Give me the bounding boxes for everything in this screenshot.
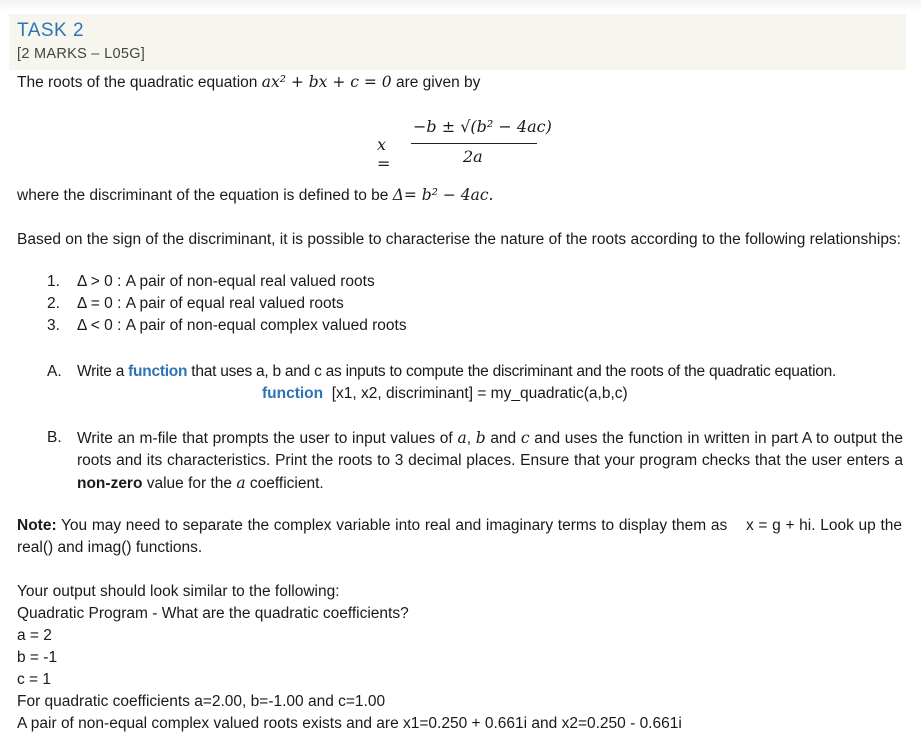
signature-text: [x1, x2, discriminant] = my_quadratic(a,b,c)	[331, 385, 628, 402]
part-b-text	[77, 427, 903, 495]
part-b-text-4: coefficient.	[245, 475, 324, 492]
formula-lhs: x =	[377, 135, 391, 173]
function-keyword: function	[128, 363, 188, 380]
var-b: b	[475, 429, 486, 447]
quadratic-equation: ax² + bx + c = 0	[261, 73, 392, 91]
list-item-text: Δ = 0 : A pair of equal real valued roots	[77, 295, 344, 312]
formula-denominator: 2a	[463, 147, 483, 166]
var-c: c	[520, 429, 530, 447]
signature-keyword: function	[262, 385, 324, 402]
task-marks: [2 MARKS – L05G]	[17, 46, 146, 62]
var-a: a	[236, 474, 246, 492]
task-title: TASK 2	[17, 20, 85, 41]
relationships-list	[47, 271, 407, 337]
intro-line	[17, 73, 480, 92]
discriminant-text: where the discriminant of the equation is defined to be	[17, 187, 393, 204]
note-paragraph	[17, 515, 907, 559]
output-line: a = 2	[17, 627, 52, 644]
output-line: b = -1	[17, 649, 58, 666]
part-a-letter: A.	[47, 363, 62, 380]
sep: ,	[466, 430, 476, 447]
discriminant-expression: Δ= b² − 4ac.	[392, 186, 494, 204]
output-line: For quadratic coefficients a=2.00, b=-1.00 and c=1.00	[17, 693, 386, 710]
list-item-text: Δ > 0 : A pair of non-equal real valued roots	[77, 273, 375, 290]
output-line: c = 1	[17, 671, 52, 688]
discriminant-line	[17, 186, 493, 205]
list-item-text: Δ < 0 : A pair of non-equal complex valued roots	[77, 317, 407, 334]
note-label: Note:	[17, 517, 57, 534]
formula-numerator: −b ± √(b² − 4ac)	[413, 117, 552, 136]
list-item	[47, 293, 407, 315]
list-item-number: 3.	[47, 317, 60, 334]
fraction-bar	[411, 143, 537, 144]
output-line: Quadratic Program - What are the quadratic coefficients?	[17, 605, 409, 622]
list-item-number: 1.	[47, 273, 60, 290]
output-line: Your output should look similar to the following:	[17, 583, 340, 600]
part-a-text-after: that uses a, b and c as inputs to compute the discriminant and the roots of the quadratic equation.	[187, 363, 837, 380]
function-signature	[262, 383, 628, 405]
intro-text-after: are given by	[391, 74, 481, 91]
var-a: a	[457, 429, 467, 447]
part-a-text	[77, 361, 907, 383]
output-line: A pair of non-equal complex valued roots exists and are x1=0.250 + 0.661i and x2=0.250 - 0.661i	[17, 715, 682, 732]
part-b-text-2: and uses the function in written in part A to output the roots and its characteristics. Print the roots to 3 decimal places. Ensure that your program checks that the user enters a	[77, 430, 903, 469]
note-text: You may need to separate the complex variable into real and imaginary terms to display them as x = g + hi. Look up the real() and imag() functions.	[17, 517, 907, 556]
list-item-number: 2.	[47, 295, 60, 312]
sep: and	[485, 430, 521, 447]
intro-text-before: The roots of the quadratic equation	[17, 74, 262, 91]
non-zero-emphasis: non-zero	[77, 475, 143, 492]
top-shadow-bar	[0, 0, 921, 12]
part-b-text-3: value for the	[142, 475, 237, 492]
output-example	[17, 581, 682, 735]
part-b-text-1: Write an m-file that prompts the user to input values of	[77, 430, 458, 447]
part-a-text-before: Write a	[77, 363, 129, 380]
list-item	[47, 271, 407, 293]
list-item	[47, 315, 407, 337]
sign-paragraph: Based on the sign of the discriminant, it is possible to characterise the nature of the roots according to the following relationships:	[17, 231, 901, 248]
part-b-letter: B.	[47, 429, 62, 446]
